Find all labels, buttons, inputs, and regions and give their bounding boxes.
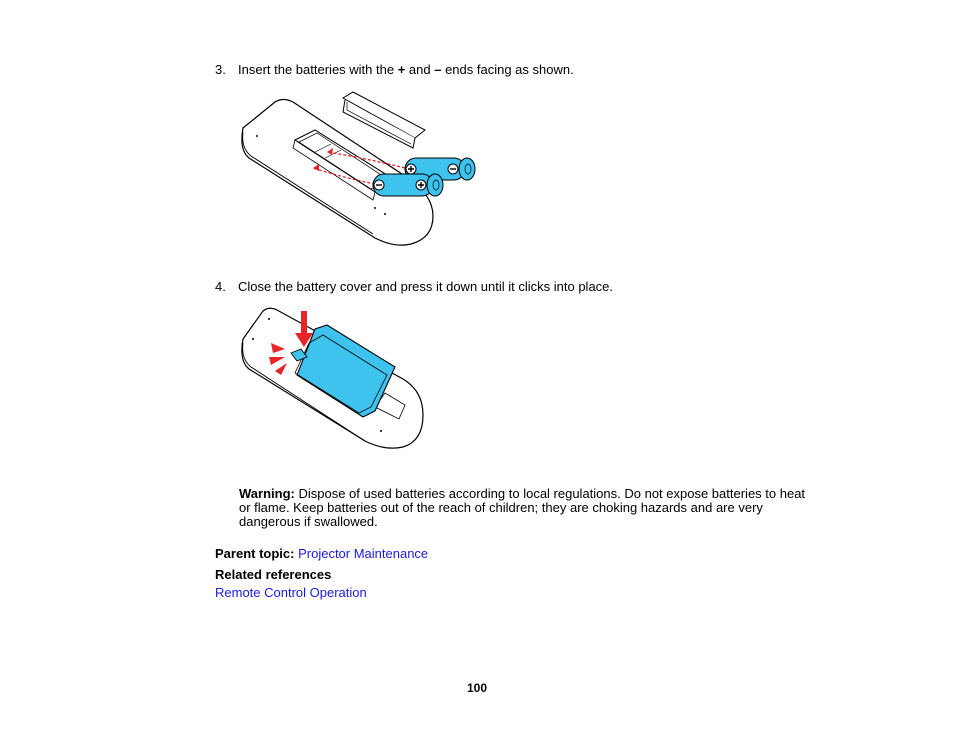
step-text: Close the battery cover and press it down until it clicks into place. xyxy=(238,279,614,294)
page-number: 100 xyxy=(466,681,488,695)
battery-cover-illustration xyxy=(235,303,430,455)
step-3 xyxy=(215,62,574,77)
parent-topic-link[interactable]: Projector Maintenance xyxy=(298,546,429,561)
step-text: Insert the batteries with the + and – ends facing as shown. xyxy=(238,62,574,77)
step-number: 3. xyxy=(215,62,226,77)
parent-topic-label: Parent topic: xyxy=(215,546,295,561)
step-number: 4. xyxy=(215,279,226,294)
battery-insertion-illustration xyxy=(235,88,485,253)
warning-label: Warning: xyxy=(239,486,295,501)
parent-topic xyxy=(215,546,428,561)
battery-lower xyxy=(373,174,443,196)
warning-text: Dispose of used batteries according to local regulations. Do not expose batteries to heat or flame. Keep batteries out of the reach of children; they are choking hazards and are very dangerous if swallowed. xyxy=(239,486,806,529)
related-references-heading: Related references xyxy=(215,567,332,582)
warning-note xyxy=(239,487,819,529)
step-4 xyxy=(215,279,613,294)
related-reference-link[interactable]: Remote Control Operation xyxy=(215,585,367,600)
